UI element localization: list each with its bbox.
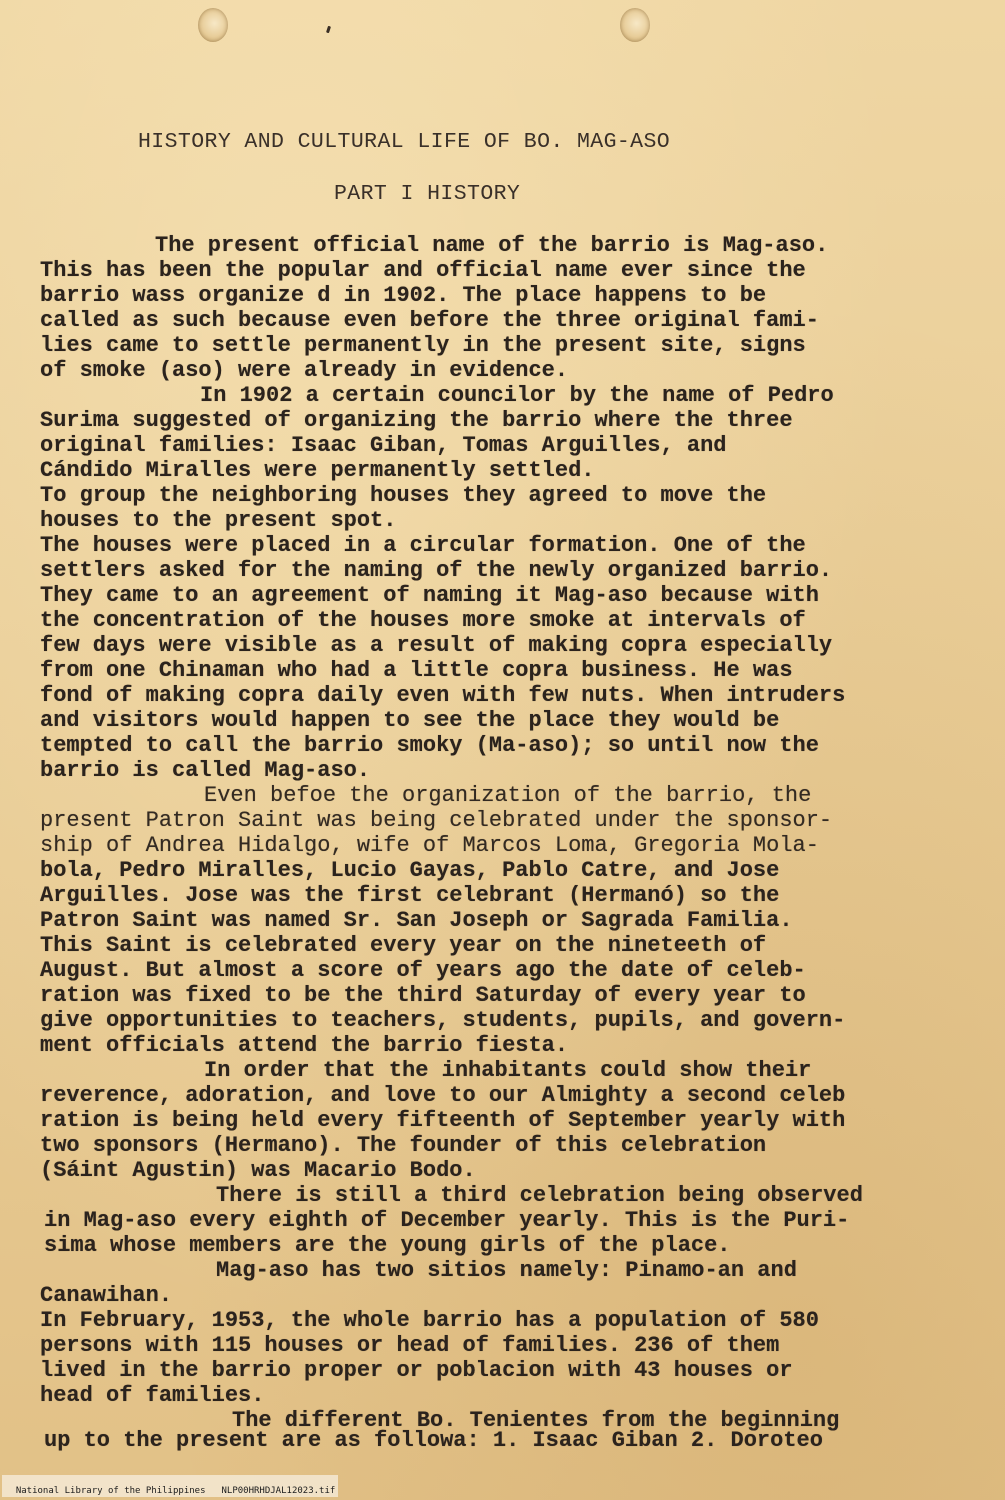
text-line: settlers asked for the naming of the newly organized barrio. bbox=[40, 558, 833, 583]
text-line: Even befoe the organization of the barrio, the bbox=[204, 783, 812, 808]
text-line: Canawihan. bbox=[40, 1283, 173, 1308]
text-line: two sponsors (Hermano). The founder of this celebration bbox=[40, 1133, 767, 1158]
text-line: Cándido Miralles were permanently settled. bbox=[40, 458, 595, 483]
text-line: Mag-aso has two sitios namely: Pinamo-an and bbox=[216, 1258, 797, 1283]
text-line: ship of Andrea Hidalgo, wife of Marcos Loma, Gregoria Mola- bbox=[40, 833, 819, 858]
text-line: from one Chinaman who had a little copra business. He was bbox=[40, 658, 793, 683]
text-line: persons with 115 houses or head of families. 236 of them bbox=[40, 1333, 780, 1358]
text-line: They came to an agreement of naming it Mag-aso because with bbox=[40, 583, 819, 608]
text-line: August. But almost a score of years ago the date of celeb- bbox=[40, 958, 806, 983]
text-line: of smoke (aso) were already in evidence. bbox=[40, 358, 569, 383]
text-line: To group the neighboring houses they agreed to move the bbox=[40, 483, 767, 508]
text-line: The present official name of the barrio is Mag-aso. bbox=[155, 233, 829, 258]
text-line: present Patron Saint was being celebrated under the sponsor- bbox=[40, 808, 833, 833]
text-line: head of families. bbox=[40, 1383, 265, 1408]
scan-footer bbox=[2, 1475, 338, 1497]
text-line: houses to the present spot. bbox=[40, 508, 397, 533]
text-line: barrio is called Mag-aso. bbox=[40, 758, 371, 783]
text-line: The houses were placed in a circular formation. One of the bbox=[40, 533, 806, 558]
text-line: (Sáint Agustin) was Macario Bodo. bbox=[40, 1158, 476, 1183]
text-line: The different Bo. Tenientes from the beginning bbox=[232, 1408, 840, 1433]
text-line: up to the present are as followa: 1. Isaac Giban 2. Doroteo bbox=[44, 1428, 823, 1453]
text-line: the concentration of the houses more smoke at intervals of bbox=[40, 608, 806, 633]
footer-file: NLP00HRHDJAL12023.tif bbox=[221, 1486, 336, 1496]
document-subtitle: PART I HISTORY bbox=[334, 182, 521, 206]
text-line: bola, Pedro Miralles, Lucio Gayas, Pablo Catre, and Jose bbox=[40, 858, 780, 883]
text-line: This has been the popular and official name ever since the bbox=[40, 258, 806, 283]
text-line: ration is being held every fifteenth of September yearly with bbox=[40, 1108, 846, 1133]
text-line: In 1902 a certain councilor by the name of Pedro bbox=[200, 383, 834, 408]
text-line: tempted to call the barrio smoky (Ma-aso); so until now the bbox=[40, 733, 819, 758]
text-line: give opportunities to teachers, students, pupils, and govern- bbox=[40, 1008, 846, 1033]
text-line: in Mag-aso every eighth of December yearly. This is the Puri- bbox=[44, 1208, 850, 1233]
text-line: lies came to settle permanently in the present site, signs bbox=[40, 333, 806, 358]
text-line: There is still a third celebration being observed bbox=[216, 1183, 863, 1208]
text-line: In order that the inhabitants could show their bbox=[204, 1058, 812, 1083]
text-line: ment officials attend the barrio fiesta. bbox=[40, 1033, 569, 1058]
text-line: ration was fixed to be the third Saturday of every year to bbox=[40, 983, 806, 1008]
text-line: and visitors would happen to see the place they would be bbox=[40, 708, 780, 733]
footer-library: National Library of the Philippines bbox=[15, 1486, 206, 1496]
text-line: few days were visible as a result of making copra especially bbox=[40, 633, 833, 658]
text-line: sima whose members are the young girls of the place. bbox=[44, 1233, 731, 1258]
punch-hole-right bbox=[620, 8, 650, 42]
text-line: In February, 1953, the whole barrio has a population of 580 bbox=[40, 1308, 819, 1333]
text-line: Surima suggested of organizing the barrio where the three bbox=[40, 408, 793, 433]
text-line: reverence, adoration, and love to our Almighty a second celeb bbox=[40, 1083, 846, 1108]
document-title: HISTORY AND CULTURAL LIFE OF BO. MAG-ASO bbox=[138, 130, 671, 154]
text-line: lived in the barrio proper or poblacion with 43 houses or bbox=[40, 1358, 793, 1383]
text-line: called as such because even before the three original fami- bbox=[40, 308, 819, 333]
text-line: This Saint is celebrated every year on the nineteeth of bbox=[40, 933, 767, 958]
text-line: Patron Saint was named Sr. San Joseph or Sagrada Familia. bbox=[40, 908, 793, 933]
text-line: barrio wass organize d in 1902. The place happens to be bbox=[40, 283, 767, 308]
punch-hole-left bbox=[198, 8, 228, 42]
text-line: fond of making copra daily even with few nuts. When intruders bbox=[40, 683, 846, 708]
text-line: Arguilles. Jose was the first celebrant (Hermanó) so the bbox=[40, 883, 780, 908]
text-line: original families: Isaac Giban, Tomas Arguilles, and bbox=[40, 433, 727, 458]
ink-speck bbox=[326, 26, 331, 34]
